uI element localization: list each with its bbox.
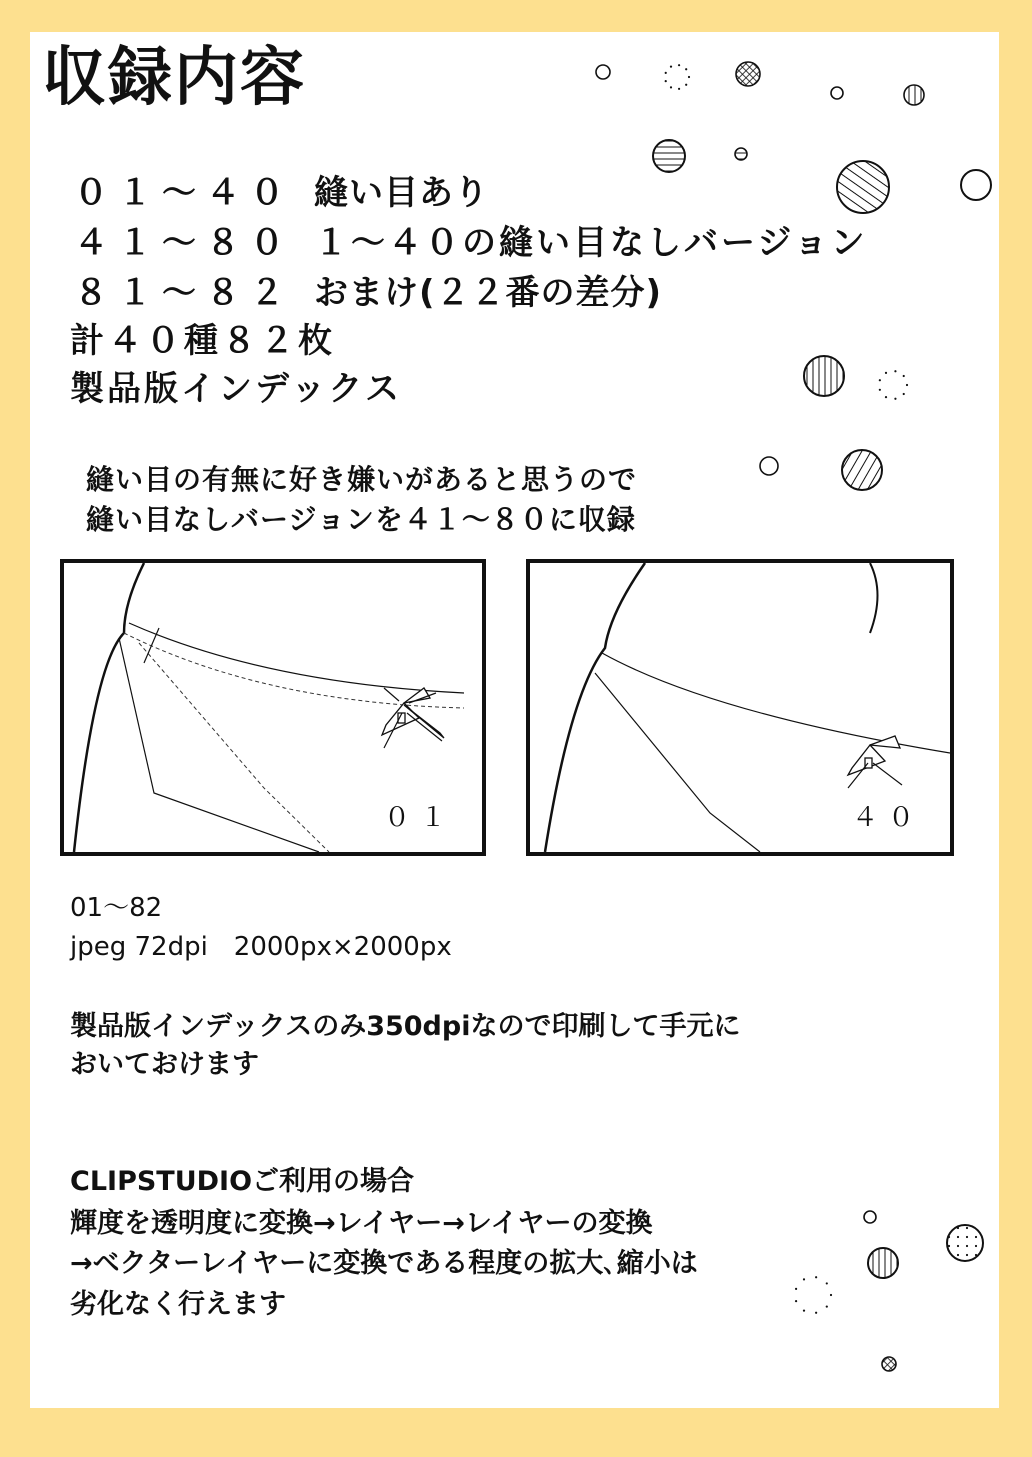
clipstudio-line-4: 劣化なく行えます bbox=[70, 1289, 286, 1320]
contents-row-3 bbox=[74, 268, 662, 318]
sample-label: ４０ bbox=[851, 803, 924, 833]
sample-frame-01 bbox=[60, 559, 486, 856]
page-title: 収録内容 bbox=[42, 41, 306, 115]
index-info-line-2: おいておけます bbox=[70, 1049, 259, 1080]
clipstudio-line-1: CLIPSTUDIOご利用の場合 bbox=[70, 1166, 415, 1197]
sample-frame-40 bbox=[526, 559, 954, 856]
note-line-2: 縫い目なしバージョンを４１～８０に収録 bbox=[86, 503, 636, 536]
sample-label: ０１ bbox=[383, 803, 456, 833]
index-label: 製品版インデックス bbox=[70, 369, 402, 409]
total-count: 計４０種８２枚 bbox=[70, 321, 336, 361]
index-info-line-1: 製品版インデックスのみ350dpiなので印刷して手元に bbox=[70, 1011, 741, 1042]
note-line-1: 縫い目の有無に好き嫌いがあると思うので bbox=[86, 463, 638, 496]
contents-range: ８１～８２ bbox=[74, 273, 294, 313]
contents-range: ０１～４０ bbox=[74, 173, 294, 213]
clipstudio-line-3: →ベクターレイヤーに変換である程度の拡大､縮小は bbox=[70, 1248, 698, 1279]
contents-description: おまけ(２２番の差分) bbox=[314, 273, 663, 313]
contents-description: 縫い目あり bbox=[314, 173, 489, 213]
contents-description: １～４０の縫い目なしバージョン bbox=[314, 223, 868, 263]
file-range: 01～82 bbox=[70, 893, 163, 923]
clipstudio-line-2: 輝度を透明度に変換→レイヤー→レイヤーの変換 bbox=[70, 1208, 653, 1239]
contents-row-1 bbox=[74, 168, 489, 218]
file-format: jpeg 72dpi 2000px×2000px bbox=[70, 932, 452, 962]
contents-range: ４１～８０ bbox=[74, 223, 294, 263]
contents-row-2 bbox=[74, 218, 868, 268]
